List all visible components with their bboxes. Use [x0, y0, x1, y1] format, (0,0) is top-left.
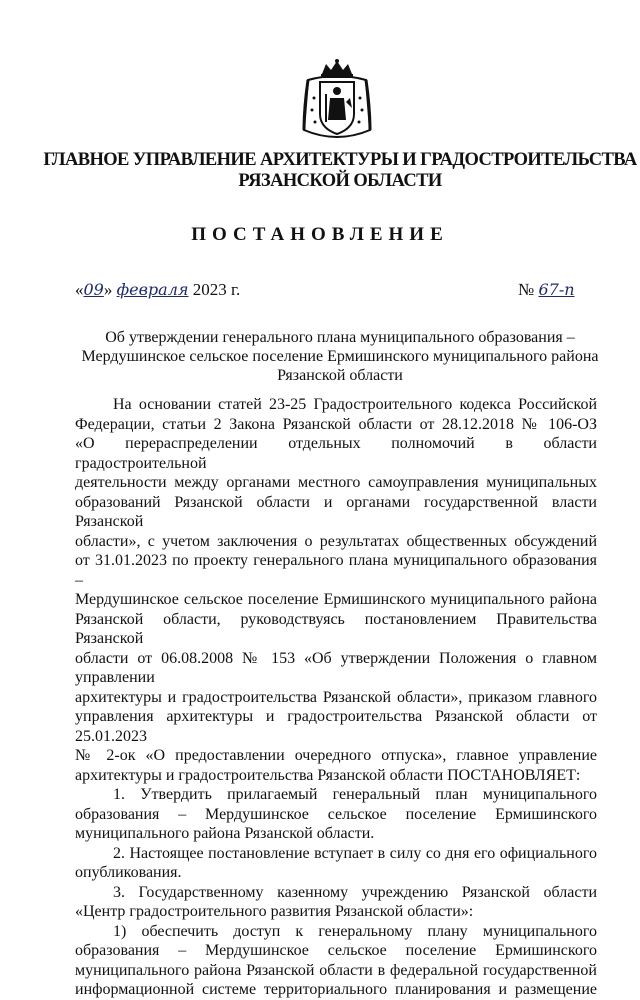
body-line: муниципального района Рязанской области в федеральной государственной [75, 961, 597, 979]
date-open-quote: « [75, 280, 84, 299]
body-line: Мердушинское сельское поселение Ермишинского муниципального района [75, 591, 597, 608]
number-prefix: № [518, 280, 535, 299]
body-line: 2. Настоящее постановление вступает в силу со дня его официального [113, 844, 597, 862]
subject-line: Мердушинское сельское поселение Ермишинского муниципального района [81, 348, 599, 365]
date-day: 09 [83, 280, 104, 299]
body-line: информационной системе территориального планирования и размещение [75, 981, 597, 998]
document-type-title: ПОСТАНОВЛЕНИЕ [191, 224, 449, 245]
document-body [75, 395, 597, 1000]
document-number [518, 280, 575, 300]
date-month: февраля [116, 280, 189, 299]
body-line: 1. Утвердить прилагаемый генеральный план муниципального [113, 786, 597, 803]
body-line: На основании статей 23-25 Градостроительного кодекса Российской [113, 396, 597, 413]
body-line: области от 06.08.2008 № 153 «Об утверждении Положения о главном управлении [75, 649, 597, 686]
paragraph-subitem-1 [75, 922, 597, 1000]
number-value: 67-п [538, 280, 575, 299]
body-line: образования – Мердушинское сельское поселение Ермишинского [75, 942, 597, 959]
body-line: Федерации, статьи 2 Закона Рязанской области от 28.12.2018 № 106-ОЗ [75, 415, 597, 433]
body-line: образования – Мердушинское сельское поселение Ермишинского [75, 805, 597, 823]
body-line: образований Рязанской области и органами государственной власти Рязанской [75, 493, 597, 530]
body-line: деятельности между органами местного самоуправления муниципальных [75, 474, 597, 491]
body-line: № 2-ок «О предоставлении очередного отпуска», главное управление [75, 747, 597, 764]
body-line: управления архитектуры и градостроительства Рязанской области от 25.01.2023 [75, 708, 597, 745]
document-date [75, 280, 240, 300]
body-line: от 31.01.2023 по проекту генерального плана муниципального образования – [75, 552, 597, 589]
body-line: Рязанской области, руководствуясь постановлением Правительства Рязанской [75, 610, 597, 647]
subject-line: Об утверждении генерального плана муниципального образования – [105, 329, 575, 346]
org-name-line2: РЯЗАНСКОЙ ОБЛАСТИ [238, 171, 442, 191]
document-subject [60, 328, 620, 385]
date-close-quote: » [103, 280, 113, 299]
body-line: области», с учетом заключения о результатах общественных обсуждений [75, 532, 597, 550]
paragraph-preamble [75, 395, 597, 785]
body-line: «О перераспределении отдельных полномочий в области градостроительной [75, 435, 597, 472]
paragraph-item-3 [75, 883, 597, 922]
paragraph-item-2 [75, 844, 597, 883]
body-line: архитектуры и градостроительства Рязанской области ПОСТАНОВЛЯЕТ: [75, 766, 581, 784]
body-line: 1) обеспечить доступ к генеральному плану муниципального [113, 922, 597, 940]
body-line: муниципального района Рязанской области. [75, 825, 375, 842]
org-name-line1: ГЛАВНОЕ УПРАВЛЕНИЕ АРХИТЕКТУРЫ И ГРАДОСТРОИТЕЛЬСТВА [43, 150, 637, 170]
body-line: архитектуры и градостроительства Рязанской области», приказом главного [75, 688, 597, 706]
body-line: «Центр градостроительного развития Рязанской области»: [75, 903, 474, 920]
body-line: 3. Государственному казенному учреждению Рязанской области [113, 883, 597, 901]
paragraph-item-1 [75, 785, 597, 844]
body-line: опубликования. [75, 864, 182, 881]
coat-of-arms-emblem [300, 58, 374, 144]
subject-line: Рязанской области [277, 367, 403, 384]
date-year: 2023 г. [192, 280, 241, 299]
